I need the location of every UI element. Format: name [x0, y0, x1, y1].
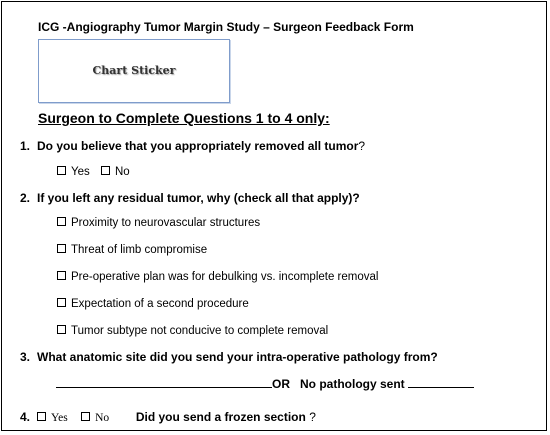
checkbox[interactable]: [57, 166, 66, 175]
question-1-number: 1.: [20, 139, 31, 153]
section-heading: Surgeon to Complete Questions 1 to 4 only:: [38, 110, 330, 126]
no-pathology-line[interactable]: [408, 376, 474, 388]
chart-sticker-box: [38, 39, 230, 103]
q4-option-no[interactable]: No: [81, 412, 109, 424]
q3-answer-row: [56, 376, 474, 391]
checkbox[interactable]: [57, 217, 66, 226]
question-1-mark: ?: [358, 139, 366, 153]
question-3-text: What anatomic site did you send your intra-operative pathology from?: [37, 350, 438, 364]
feedback-form: [1, 1, 547, 431]
q2-option-subtype[interactable]: Tumor subtype not conducive to complete removal: [57, 325, 328, 337]
q3-or-text: OR: [272, 377, 290, 391]
question-3: [20, 350, 438, 364]
q1-option-no[interactable]: No: [101, 166, 130, 178]
question-4-mark: ?: [309, 410, 316, 424]
question-4-number: 4.: [20, 410, 31, 424]
question-3-number: 3.: [20, 350, 31, 364]
question-4: [20, 410, 316, 424]
checkbox[interactable]: [57, 298, 66, 307]
question-2: [20, 191, 360, 205]
q4-option-yes[interactable]: Yes: [37, 412, 68, 424]
checkbox[interactable]: [57, 244, 66, 253]
question-1-text: Do you believe that you appropriately removed all tumor: [37, 139, 359, 153]
checkbox[interactable]: [57, 271, 66, 280]
form-title: ICG -Angiography Tumor Margin Study – Surgeon Feedback Form: [38, 20, 414, 34]
q2-option-second-procedure[interactable]: Expectation of a second procedure: [57, 298, 249, 310]
chart-sticker-label: Chart Sticker: [92, 64, 176, 77]
question-1: [20, 139, 365, 153]
q2-option-limb[interactable]: Threat of limb compromise: [57, 244, 207, 256]
question-2-text: If you left any residual tumor, why (check all that apply)?: [37, 191, 360, 205]
question-4-text: Did you send a frozen section: [135, 410, 306, 424]
q1-option-yes[interactable]: Yes: [57, 166, 90, 178]
checkbox[interactable]: [57, 325, 66, 334]
anatomic-site-line[interactable]: [56, 376, 272, 388]
q2-option-neurovascular[interactable]: Proximity to neurovascular structures: [57, 217, 260, 229]
checkbox[interactable]: [37, 412, 46, 421]
checkbox[interactable]: [81, 412, 90, 421]
q3-no-pathology-text: No pathology sent: [300, 377, 405, 391]
question-2-number: 2.: [20, 191, 31, 205]
checkbox[interactable]: [101, 166, 110, 175]
q2-option-debulking[interactable]: Pre-operative plan was for debulking vs. incomplete removal: [57, 271, 378, 283]
